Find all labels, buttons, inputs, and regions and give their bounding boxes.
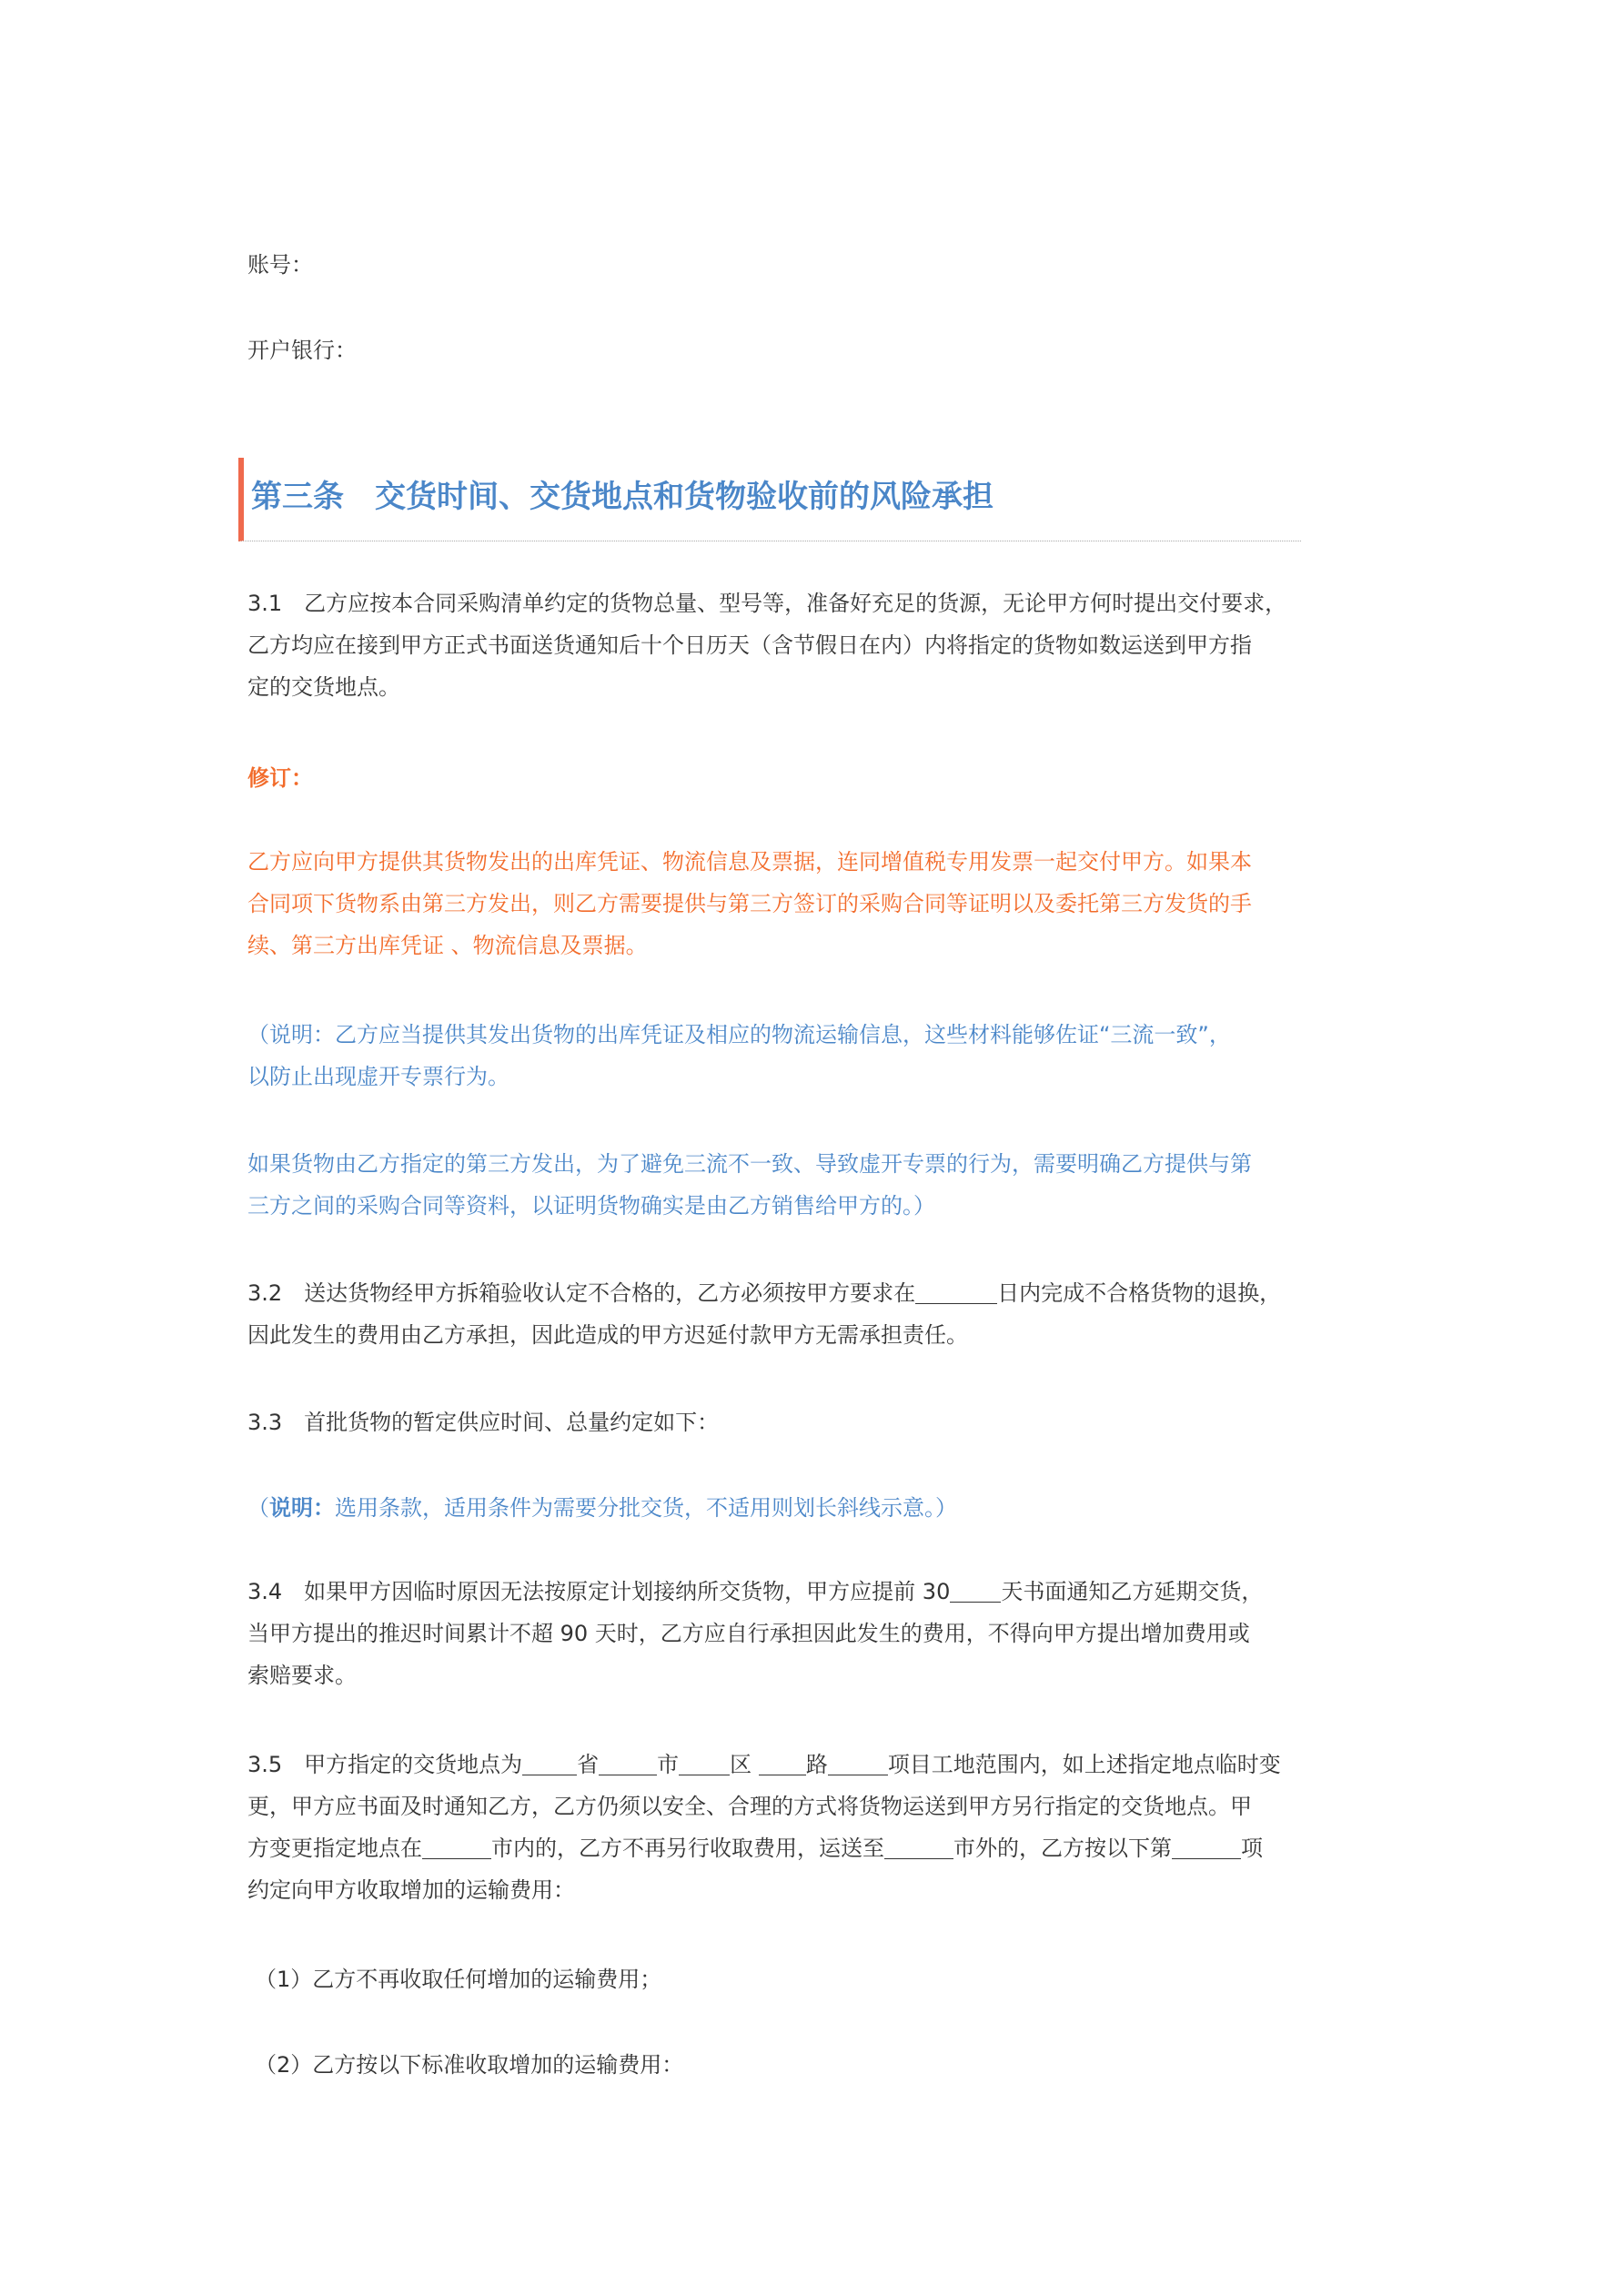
revision-text — [247, 841, 1394, 966]
option-1: （1）乙方不再收取任何增加的运输费用； — [255, 1967, 662, 1992]
option-2: （2）乙方按以下标准收取增加的运输费用： — [255, 2052, 684, 2078]
outside-city-blank — [884, 1833, 953, 1859]
explanation-note-2 — [247, 1143, 1394, 1227]
days-blank — [915, 1278, 997, 1304]
clause-3-1-line3: 定的交货地点。 — [247, 674, 400, 700]
clause-3-5-line2: 更，甲方应书面及时通知乙方，乙方仍须以安全、合理的方式将货物运送到甲方另行指定的交货地点。甲 — [247, 1794, 1252, 1819]
road-blank — [759, 1749, 806, 1775]
note-1-line2: 以防止出现虚开专票行为。 — [247, 1064, 509, 1089]
clause-3-5-line3: 方变更指定地点在 市内的，乙方不再另行收取费用，运送至 市外的，乙方按以下第 项 — [247, 1827, 1394, 1869]
province-blank — [522, 1749, 577, 1775]
clause-3-2-line1: 3.2 送达货物经甲方拆箱验收认定不合格的，乙方必须按甲方要求在 日内完成不合格货物的退换， — [247, 1272, 1394, 1314]
clause-3-3: 3.3 首批货物的暂定供应时间、总量约定如下： — [247, 1410, 720, 1435]
project-blank — [828, 1749, 888, 1775]
clause-3-5-line4: 约定向甲方收取增加的运输费用： — [247, 1877, 575, 1903]
account-label: 账号： — [247, 252, 313, 278]
district-blank — [679, 1749, 730, 1775]
clause-3-1 — [247, 582, 1394, 708]
note-2-line1: 如果货物由乙方指定的第三方发出，为了避免三流不一致、导致虚开专票的行为，需要明确乙方提供与第 — [247, 1151, 1252, 1177]
section-heading — [238, 458, 1301, 541]
clause-3-5 — [247, 1744, 1394, 1911]
clause-3-5-line1: 3.5 甲方指定的交货地点为 省 市 区 路 项目工地范围内，如上述指定地点临时变 — [247, 1744, 1394, 1785]
clause-3-1-line2: 乙方均应在接到甲方正式书面送货通知后十个日历天（含节假日在内）内将指定的货物如数运送到甲方指 — [247, 632, 1252, 658]
clause-3-4-line1: 3.4 如果甲方因临时原因无法按原定计划接纳所交货物，甲方应提前 30 天书面通知乙方延期交货， — [247, 1571, 1394, 1613]
section-title: 第三条 交货时间、交货地点和货物验收前的风险承担 — [251, 479, 994, 515]
explanation-note-1 — [247, 1014, 1394, 1097]
option-number-blank — [1172, 1833, 1241, 1859]
clause-3-4 — [247, 1571, 1394, 1696]
bank-label: 开户银行： — [247, 338, 357, 363]
notice-days-blank — [950, 1576, 1001, 1603]
inside-city-blank — [422, 1833, 491, 1859]
city-blank — [599, 1749, 657, 1775]
revision-label: 修订： — [247, 765, 313, 791]
clause-3-4-line2: 当甲方提出的推迟时间累计不超 90 天时，乙方应自行承担因此发生的费用，不得向甲方提出增加费用或 — [247, 1621, 1250, 1646]
revision-line2: 合同项下货物系由第三方发出，则乙方需要提供与第三方签订的采购合同等证明以及委托第三方发货的手 — [247, 891, 1252, 916]
clause-3-4-line3: 索赔要求。 — [247, 1663, 357, 1688]
revision-line3: 续、第三方出库凭证 、物流信息及票据。 — [247, 933, 648, 958]
revision-line1: 乙方应向甲方提供其货物发出的出库凭证、物流信息及票据，连同增值税专用发票一起交付甲方。如果本 — [247, 849, 1252, 875]
explanation-note-3: （说明：选用条款，适用条件为需要分批交货，不适用则划长斜线示意。） — [247, 1495, 957, 1521]
clause-3-2-line2: 因此发生的费用由乙方承担，因此造成的甲方迟延付款甲方无需承担责任。 — [247, 1322, 968, 1348]
note-1-line1: （说明：乙方应当提供其发出货物的出库凭证及相应的物流运输信息，这些材料能够佐证“三流一致”， — [247, 1022, 1231, 1047]
clause-3-2 — [247, 1272, 1394, 1356]
clause-3-1-line1: 3.1 乙方应按本合同采购清单约定的货物总量、型号等，准备好充足的货源，无论甲方何时提出交付要求， — [247, 591, 1287, 616]
note-2-line2: 三方之间的采购合同等资料，以证明货物确实是由乙方销售给甲方的。） — [247, 1193, 935, 1219]
